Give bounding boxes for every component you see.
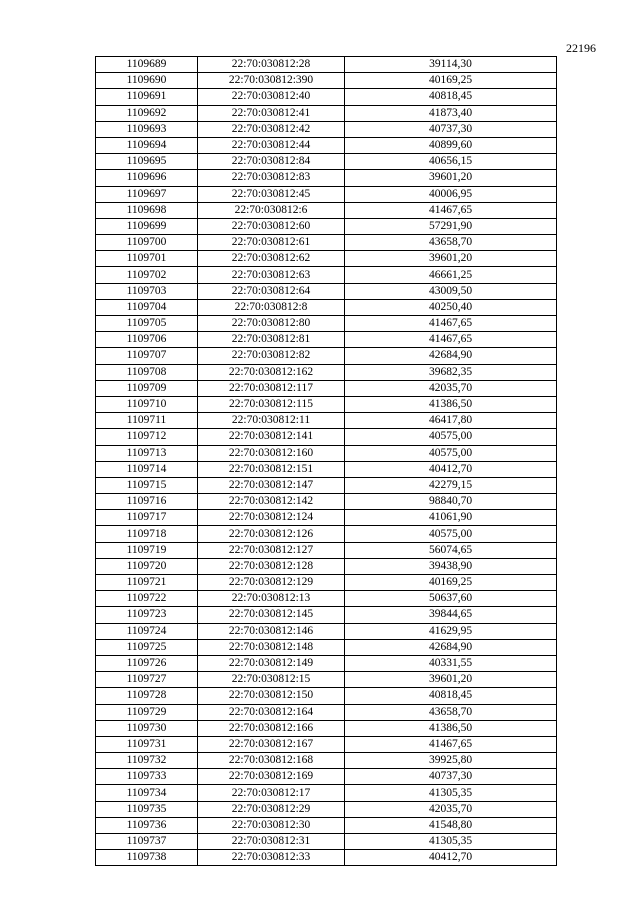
cadastral-value-cell: 42035,70: [345, 380, 557, 396]
cadastral-number-cell: 22:70:030812:162: [198, 364, 345, 380]
cadastral-value-cell: 42035,70: [345, 801, 557, 817]
row-number-cell: 1109722: [96, 591, 198, 607]
cadastral-value-cell: 41305,35: [345, 785, 557, 801]
row-number-cell: 1109715: [96, 477, 198, 493]
cadastral-number-cell: 22:70:030812:390: [198, 73, 345, 89]
cadastral-number-cell: 22:70:030812:166: [198, 720, 345, 736]
cadastral-value-cell: 40575,00: [345, 445, 557, 461]
cadastral-number-cell: 22:70:030812:13: [198, 591, 345, 607]
row-number-cell: 1109736: [96, 817, 198, 833]
cadastral-number-cell: 22:70:030812:168: [198, 753, 345, 769]
cadastral-number-cell: 22:70:030812:84: [198, 154, 345, 170]
cadastral-number-cell: 22:70:030812:126: [198, 526, 345, 542]
cadastral-value-cell: 39438,90: [345, 558, 557, 574]
row-number-cell: 1109727: [96, 672, 198, 688]
row-number-cell: 1109726: [96, 655, 198, 671]
cadastral-value-cell: 39844,65: [345, 607, 557, 623]
cadastral-number-cell: 22:70:030812:42: [198, 121, 345, 137]
row-number-cell: 1109733: [96, 769, 198, 785]
cadastral-value-cell: 39601,20: [345, 170, 557, 186]
table-row: [96, 591, 557, 607]
table-row: [96, 785, 557, 801]
row-number-cell: 1109735: [96, 801, 198, 817]
cadastral-number-cell: 22:70:030812:117: [198, 380, 345, 396]
cadastral-value-cell: 40899,60: [345, 137, 557, 153]
cadastral-number-cell: 22:70:030812:31: [198, 834, 345, 850]
table-row: [96, 639, 557, 655]
cadastral-value-cell: 41629,95: [345, 623, 557, 639]
cadastral-number-cell: 22:70:030812:129: [198, 575, 345, 591]
cadastral-number-cell: 22:70:030812:127: [198, 542, 345, 558]
cadastral-number-cell: 22:70:030812:82: [198, 348, 345, 364]
cadastral-number-cell: 22:70:030812:169: [198, 769, 345, 785]
table-row: [96, 235, 557, 251]
cadastral-value-cell: 40575,00: [345, 429, 557, 445]
cadastral-value-cell: 41467,65: [345, 332, 557, 348]
table-row: [96, 575, 557, 591]
cadastral-value-cell: 43009,50: [345, 283, 557, 299]
cadastral-number-cell: 22:70:030812:148: [198, 639, 345, 655]
cadastral-number-cell: 22:70:030812:63: [198, 267, 345, 283]
table-row: [96, 57, 557, 73]
cadastral-number-cell: 22:70:030812:167: [198, 736, 345, 752]
table-row: [96, 672, 557, 688]
cadastral-number-cell: 22:70:030812:61: [198, 235, 345, 251]
row-number-cell: 1109703: [96, 283, 198, 299]
table-row: [96, 137, 557, 153]
table-row: [96, 607, 557, 623]
row-number-cell: 1109738: [96, 850, 198, 866]
table-row: [96, 170, 557, 186]
cadastral-number-cell: 22:70:030812:11: [198, 413, 345, 429]
table-row: [96, 299, 557, 315]
row-number-cell: 1109721: [96, 575, 198, 591]
row-number-cell: 1109725: [96, 639, 198, 655]
row-number-cell: 1109734: [96, 785, 198, 801]
table-row: [96, 494, 557, 510]
row-number-cell: 1109702: [96, 267, 198, 283]
row-number-cell: 1109714: [96, 461, 198, 477]
table-row: [96, 623, 557, 639]
row-number-cell: 1109701: [96, 251, 198, 267]
cadastral-number-cell: 22:70:030812:145: [198, 607, 345, 623]
cadastral-number-cell: 22:70:030812:28: [198, 57, 345, 73]
row-number-cell: 1109704: [96, 299, 198, 315]
cadastral-number-cell: 22:70:030812:124: [198, 510, 345, 526]
cadastral-number-cell: 22:70:030812:83: [198, 170, 345, 186]
table-row: [96, 364, 557, 380]
table-row: [96, 769, 557, 785]
cadastral-value-cell: 41548,80: [345, 817, 557, 833]
cadastral-value-cell: 41467,65: [345, 736, 557, 752]
row-number-cell: 1109696: [96, 170, 198, 186]
table-row: [96, 316, 557, 332]
cadastral-value-cell: 40737,30: [345, 121, 557, 137]
row-number-cell: 1109690: [96, 73, 198, 89]
cadastral-value-cell: 40412,70: [345, 850, 557, 866]
cadastral-value-cell: 50637,60: [345, 591, 557, 607]
row-number-cell: 1109694: [96, 137, 198, 153]
cadastral-value-cell: 39925,80: [345, 753, 557, 769]
cadastral-value-cell: 41305,35: [345, 834, 557, 850]
cadastral-number-cell: 22:70:030812:62: [198, 251, 345, 267]
table-row: [96, 753, 557, 769]
cadastral-value-cell: 40656,15: [345, 154, 557, 170]
table-row: [96, 477, 557, 493]
table-row: [96, 542, 557, 558]
table-row: [96, 510, 557, 526]
cadastral-number-cell: 22:70:030812:142: [198, 494, 345, 510]
table-row: [96, 202, 557, 218]
cadastral-value-cell: 39114,30: [345, 57, 557, 73]
cadastral-number-cell: 22:70:030812:141: [198, 429, 345, 445]
table-row: [96, 348, 557, 364]
row-number-cell: 1109707: [96, 348, 198, 364]
row-number-cell: 1109716: [96, 494, 198, 510]
row-number-cell: 1109711: [96, 413, 198, 429]
table-row: [96, 801, 557, 817]
cadastral-number-cell: 22:70:030812:30: [198, 817, 345, 833]
table-row: [96, 720, 557, 736]
table-row: [96, 283, 557, 299]
cadastral-value-cell: 46417,80: [345, 413, 557, 429]
table-row: [96, 380, 557, 396]
cadastral-value-cell: 41467,65: [345, 202, 557, 218]
cadastral-value-cell: 43658,70: [345, 704, 557, 720]
cadastral-number-cell: 22:70:030812:29: [198, 801, 345, 817]
cadastral-value-cell: 57291,90: [345, 218, 557, 234]
cadastral-value-cell: 40737,30: [345, 769, 557, 785]
row-number-cell: 1109720: [96, 558, 198, 574]
cadastral-number-cell: 22:70:030812:80: [198, 316, 345, 332]
row-number-cell: 1109724: [96, 623, 198, 639]
row-number-cell: 1109712: [96, 429, 198, 445]
row-number-cell: 1109691: [96, 89, 198, 105]
table-row: [96, 121, 557, 137]
cadastral-value-cell: 39601,20: [345, 672, 557, 688]
cadastral-value-cell: 39682,35: [345, 364, 557, 380]
cadastral-number-cell: 22:70:030812:147: [198, 477, 345, 493]
row-number-cell: 1109732: [96, 753, 198, 769]
cadastral-value-cell: 42279,15: [345, 477, 557, 493]
cadastral-value-cell: 40412,70: [345, 461, 557, 477]
cadastral-number-cell: 22:70:030812:151: [198, 461, 345, 477]
table-row: [96, 154, 557, 170]
table-row: [96, 105, 557, 121]
cadastral-number-cell: 22:70:030812:164: [198, 704, 345, 720]
table-row: [96, 267, 557, 283]
table-row: [96, 558, 557, 574]
table-row: [96, 834, 557, 850]
cadastral-number-cell: 22:70:030812:149: [198, 655, 345, 671]
table-body: [96, 57, 557, 866]
cadastral-value-cell: 43658,70: [345, 235, 557, 251]
cadastral-value-cell: 40169,25: [345, 73, 557, 89]
cadastral-value-cell: 42684,90: [345, 348, 557, 364]
row-number-cell: 1109729: [96, 704, 198, 720]
cadastral-value-cell: 40818,45: [345, 89, 557, 105]
cadastral-value-cell: 42684,90: [345, 639, 557, 655]
cadastral-value-cell: 40331,55: [345, 655, 557, 671]
cadastral-value-cell: 41386,50: [345, 720, 557, 736]
cadastral-value-cell: 39601,20: [345, 251, 557, 267]
cadastral-value-cell: 41873,40: [345, 105, 557, 121]
row-number-cell: 1109693: [96, 121, 198, 137]
cadastral-number-cell: 22:70:030812:17: [198, 785, 345, 801]
cadastral-number-cell: 22:70:030812:115: [198, 396, 345, 412]
cadastral-number-cell: 22:70:030812:150: [198, 688, 345, 704]
cadastral-value-cell: 40575,00: [345, 526, 557, 542]
cadastral-value-cell: 41467,65: [345, 316, 557, 332]
row-number-cell: 1109700: [96, 235, 198, 251]
table-row: [96, 89, 557, 105]
table-row: [96, 396, 557, 412]
cadastral-number-cell: 22:70:030812:6: [198, 202, 345, 218]
cadastral-number-cell: 22:70:030812:81: [198, 332, 345, 348]
row-number-cell: 1109692: [96, 105, 198, 121]
cadastral-number-cell: 22:70:030812:60: [198, 218, 345, 234]
table-row: [96, 526, 557, 542]
table-row: [96, 655, 557, 671]
row-number-cell: 1109708: [96, 364, 198, 380]
table-row: [96, 850, 557, 866]
row-number-cell: 1109689: [96, 57, 198, 73]
row-number-cell: 1109717: [96, 510, 198, 526]
row-number-cell: 1109728: [96, 688, 198, 704]
table-row: [96, 704, 557, 720]
page-number: 22196: [566, 41, 596, 55]
row-number-cell: 1109706: [96, 332, 198, 348]
table-row: [96, 736, 557, 752]
cadastral-value-cell: 40169,25: [345, 575, 557, 591]
row-number-cell: 1109697: [96, 186, 198, 202]
cadastral-value-table: [95, 56, 557, 866]
cadastral-value-cell: 41386,50: [345, 396, 557, 412]
table-row: [96, 445, 557, 461]
cadastral-value-cell: 46661,25: [345, 267, 557, 283]
cadastral-number-cell: 22:70:030812:41: [198, 105, 345, 121]
row-number-cell: 1109699: [96, 218, 198, 234]
row-number-cell: 1109719: [96, 542, 198, 558]
row-number-cell: 1109731: [96, 736, 198, 752]
cadastral-number-cell: 22:70:030812:8: [198, 299, 345, 315]
table-row: [96, 688, 557, 704]
row-number-cell: 1109718: [96, 526, 198, 542]
row-number-cell: 1109705: [96, 316, 198, 332]
cadastral-number-cell: 22:70:030812:40: [198, 89, 345, 105]
table-row: [96, 218, 557, 234]
cadastral-number-cell: 22:70:030812:128: [198, 558, 345, 574]
cadastral-number-cell: 22:70:030812:15: [198, 672, 345, 688]
row-number-cell: 1109695: [96, 154, 198, 170]
table-row: [96, 413, 557, 429]
row-number-cell: 1109730: [96, 720, 198, 736]
row-number-cell: 1109723: [96, 607, 198, 623]
cadastral-number-cell: 22:70:030812:44: [198, 137, 345, 153]
cadastral-number-cell: 22:70:030812:45: [198, 186, 345, 202]
cadastral-number-cell: 22:70:030812:160: [198, 445, 345, 461]
cadastral-value-cell: 40006,95: [345, 186, 557, 202]
cadastral-number-cell: 22:70:030812:33: [198, 850, 345, 866]
table-row: [96, 429, 557, 445]
cadastral-number-cell: 22:70:030812:146: [198, 623, 345, 639]
row-number-cell: 1109698: [96, 202, 198, 218]
cadastral-value-cell: 41061,90: [345, 510, 557, 526]
cadastral-value-cell: 40818,45: [345, 688, 557, 704]
row-number-cell: 1109713: [96, 445, 198, 461]
table-row: [96, 73, 557, 89]
table-row: [96, 186, 557, 202]
table-row: [96, 332, 557, 348]
table-row: [96, 817, 557, 833]
row-number-cell: 1109737: [96, 834, 198, 850]
cadastral-value-cell: 40250,40: [345, 299, 557, 315]
row-number-cell: 1109710: [96, 396, 198, 412]
table-row: [96, 461, 557, 477]
cadastral-number-cell: 22:70:030812:64: [198, 283, 345, 299]
table-row: [96, 251, 557, 267]
cadastral-value-cell: 56074,65: [345, 542, 557, 558]
row-number-cell: 1109709: [96, 380, 198, 396]
cadastral-value-cell: 98840,70: [345, 494, 557, 510]
